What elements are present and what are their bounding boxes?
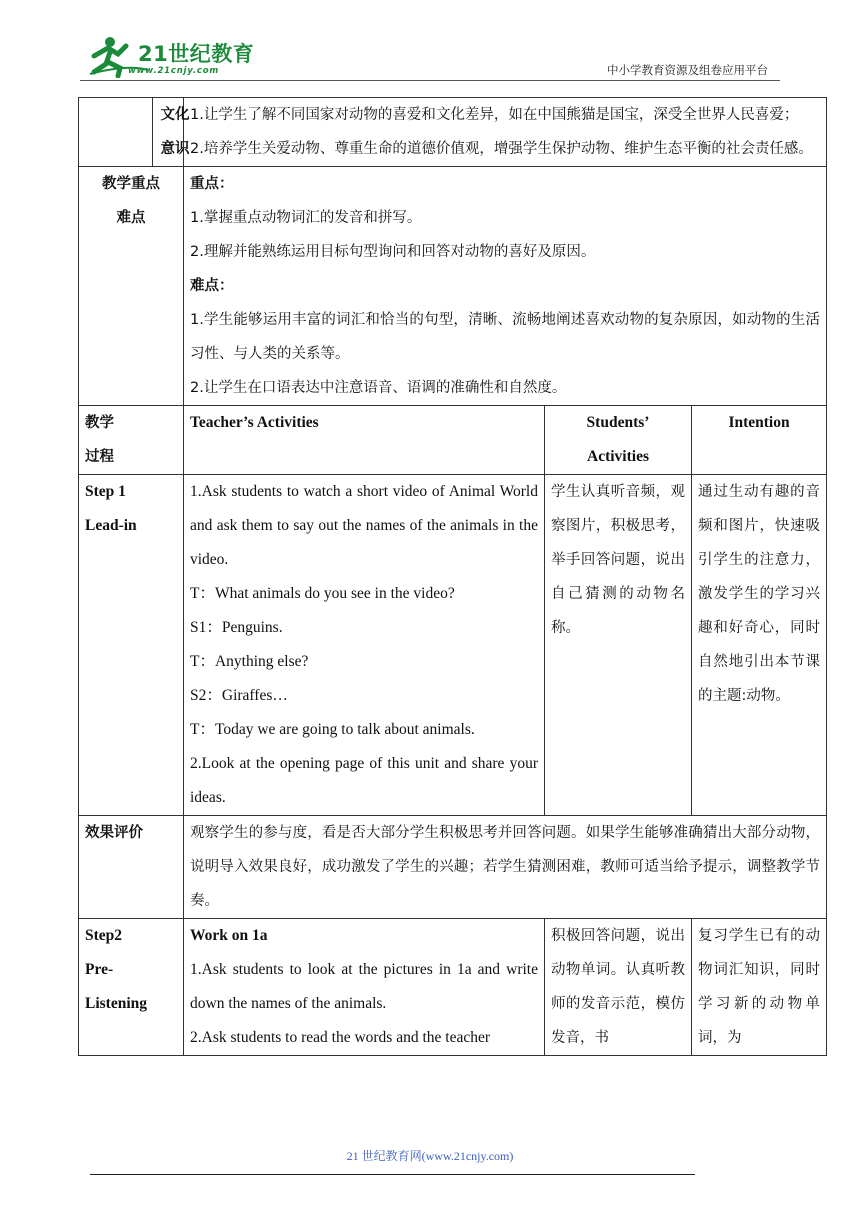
step2-title [79, 919, 184, 1056]
step1-teacher-line: T：Anything else? [190, 653, 309, 670]
teacher-activities-header: Teacher’s Activities [184, 406, 545, 475]
step2-title-3: Listening [85, 995, 148, 1012]
process-label [79, 406, 184, 475]
step1-teacher [184, 475, 545, 816]
header-divider [80, 80, 780, 81]
process-label-1: 教学 [85, 415, 114, 431]
key-points-content [184, 167, 827, 406]
difficult-line-2: 2.让学生在口语表达中注意语音、语调的准确性和自然度。 [190, 380, 567, 396]
step1-title-2: Lead-in [85, 517, 137, 534]
culture-label [153, 98, 190, 167]
culture-row [79, 98, 827, 167]
step2-title-2: Pre- [85, 961, 114, 978]
key-points-row [79, 167, 827, 406]
culture-line-2: 2.培养学生关爱动物、尊重生命的道德价值观，增强学生保护动物、维护生态平衡的社会责任感。 [190, 141, 813, 157]
step1-title [79, 475, 184, 816]
difficult-heading: 难点： [190, 278, 234, 294]
step1-row [79, 475, 827, 816]
key-heading: 重点： [190, 176, 234, 192]
process-header-row [79, 406, 827, 475]
culture-line-1: 1.让学生了解不同国家对动物的喜爱和文化差异，如在中国熊猫是国宝，深受全世界人民喜爱； [190, 107, 799, 123]
step2-row [79, 919, 827, 1056]
evaluation-text: 观察学生的参与度，看是否大部分学生积极思考并回答问题。如果学生能够准确猜出大部分动物，说明导入效果良好，成功激发了学生的兴趣；若学生猜测困难，教师可适当给予提示，调整教学节奏。 [184, 816, 827, 919]
intention-header: Intention [692, 406, 827, 475]
step1-teacher-line: S1：Penguins. [190, 619, 283, 636]
step2-heading: Work on 1a [190, 927, 268, 944]
lesson-plan-table [78, 97, 827, 1056]
step2-teacher [184, 919, 545, 1056]
step2-teacher-line: 2.Ask students to read the words and the teacher [190, 1029, 491, 1046]
step1-teacher-line: 1.Ask students to watch a short video of Animal World and ask them to say out the names of the animals in the video. [190, 483, 538, 568]
students-header-1: Students’ [586, 414, 650, 431]
students-header-2: Activities [587, 448, 649, 465]
logo-text: 21世纪教育 [138, 42, 255, 66]
step2-title-1: Step2 [85, 927, 123, 944]
key-points-label [79, 167, 184, 406]
evaluation-row [79, 816, 827, 919]
footer-text: 21 世纪教育网(www.21cnjy.com) [346, 1149, 514, 1163]
step1-teacher-line: T：What animals do you see in the video? [190, 585, 455, 602]
step1-title-1: Step 1 [85, 483, 126, 500]
culture-blank-cell [79, 98, 153, 167]
culture-content [184, 98, 827, 167]
step1-intention: 通过生动有趣的音频和图片，快速吸引学生的注意力，激发学生的学习兴趣和好奇心，同时自然地引出本节课的主题:动物。 [692, 475, 827, 816]
evaluation-label: 效果评价 [79, 816, 184, 919]
header-tagline: 中小学教育资源及组卷应用平台 [607, 63, 768, 77]
step1-students: 学生认真听音频，观察图片，积极思考，举手回答问题，说出自己猜测的动物名称。 [545, 475, 692, 816]
footer-divider [90, 1174, 695, 1175]
step2-students: 积极回答问题，说出动物单词。认真听教师的发音示范，模仿发音，书 [545, 919, 692, 1056]
step1-teacher-line: 2.Look at the opening page of this unit and share your ideas. [190, 755, 538, 806]
step1-teacher-line: S2：Giraffes… [190, 687, 288, 704]
key-line-2: 2.理解并能熟练运用目标句型询问和回答对动物的喜好及原因。 [190, 244, 596, 260]
culture-label-text: 文化意识 [160, 107, 190, 157]
difficult-line-1: 1.学生能够运用丰富的词汇和恰当的句型，清晰、流畅地阐述喜欢动物的复杂原因，如动物的生活习性、与人类的关系等。 [190, 312, 821, 362]
students-activities-header [545, 406, 692, 475]
step2-intention: 复习学生已有的动物词汇知识，同时学习新的动物单词，为 [692, 919, 827, 1056]
step1-teacher-line: T：Today we are going to talk about animals. [190, 721, 475, 738]
process-label-2: 过程 [85, 449, 114, 465]
step2-teacher-line: 1.Ask students to look at the pictures in 1a and write down the names of the animals. [190, 961, 538, 1012]
logo-url: www.21cnjy.com [128, 66, 219, 76]
key-line-1: 1.掌握重点动物词汇的发音和拼写。 [190, 210, 422, 226]
key-points-label-1: 教学重点 [102, 176, 160, 192]
key-points-label-2: 难点 [116, 210, 146, 226]
page-header [0, 0, 860, 90]
